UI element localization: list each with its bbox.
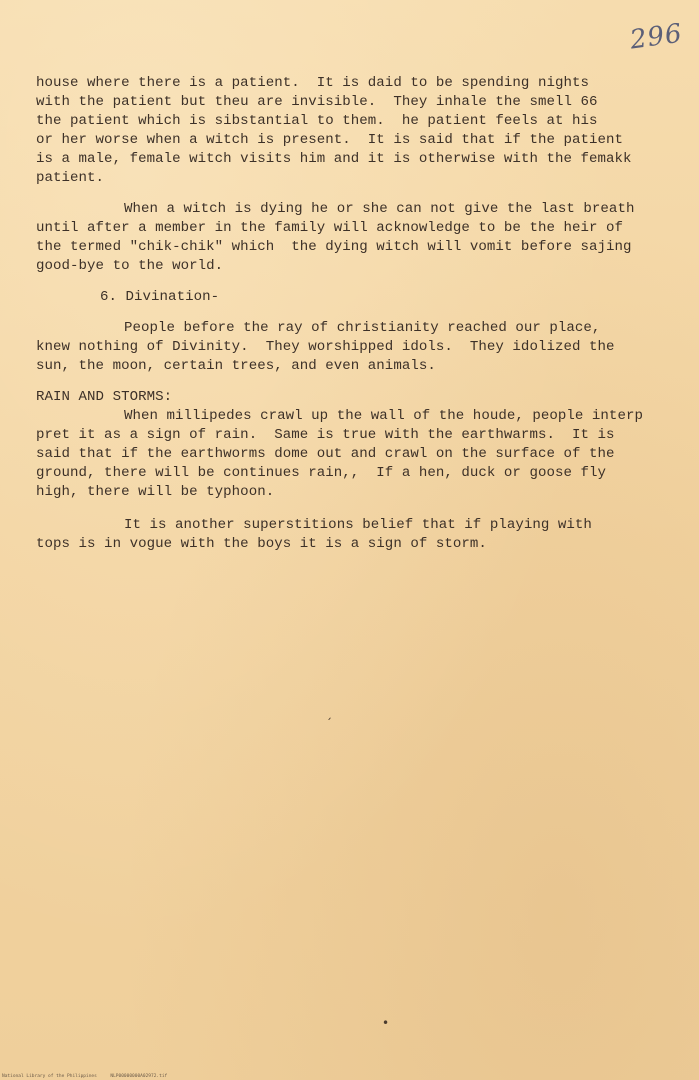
text-line: the termed "chik-chik" which the dying witch will vomit before sajing	[36, 239, 632, 255]
section-heading-rain-and-storms: RAIN AND STORMS:	[36, 389, 173, 405]
text-line: until after a member in the family will acknowledge to be the heir of	[36, 220, 624, 236]
text-line: with the patient but theu are invisible. They inhale the smell 66	[36, 94, 598, 110]
ink-speck: ˏ	[326, 706, 332, 720]
text-line: ground, there will be continues rain,, If a hen, duck or goose fly	[36, 465, 607, 481]
text-line: house where there is a patient. It is daid to be spending nights	[36, 75, 589, 91]
text-line: high, there will be typhoon.	[36, 484, 275, 500]
ink-speck: •	[382, 1016, 390, 1030]
archive-footer: National Library of the Philippines NLP00000000A02972.tif	[2, 1074, 168, 1079]
text-line: or her worse when a witch is present. It is said that if the patient	[36, 132, 624, 148]
text-line: patient.	[36, 170, 105, 186]
text-line: knew nothing of Divinity. They worshipped idols. They idolized the	[36, 339, 615, 355]
text-line: People before the ray of christianity reached our place,	[124, 320, 601, 336]
text-line: When millipedes crawl up the wall of the houde, people interp	[124, 408, 643, 424]
section-heading-divination: 6. Divination-	[100, 289, 220, 305]
text-line: It is another superstitions belief that if playing with	[124, 517, 592, 533]
text-line: sun, the moon, certain trees, and even animals.	[36, 358, 436, 374]
text-line: is a male, female witch visits him and it is otherwise with the femakk	[36, 151, 632, 167]
text-line: the patient which is sibstantial to them. he patient feels at his	[36, 113, 598, 129]
typed-text-body	[36, 74, 666, 554]
text-line: pret it as a sign of rain. Same is true with the earthwarms. It is	[36, 427, 615, 443]
page-number: 296	[628, 18, 685, 56]
text-line: tops is in vogue with the boys it is a sign of storm.	[36, 536, 487, 552]
text-line: When a witch is dying he or she can not give the last breath	[124, 201, 635, 217]
text-line: said that if the earthworms dome out and crawl on the surface of the	[36, 446, 615, 462]
text-line: good-bye to the world.	[36, 258, 224, 274]
